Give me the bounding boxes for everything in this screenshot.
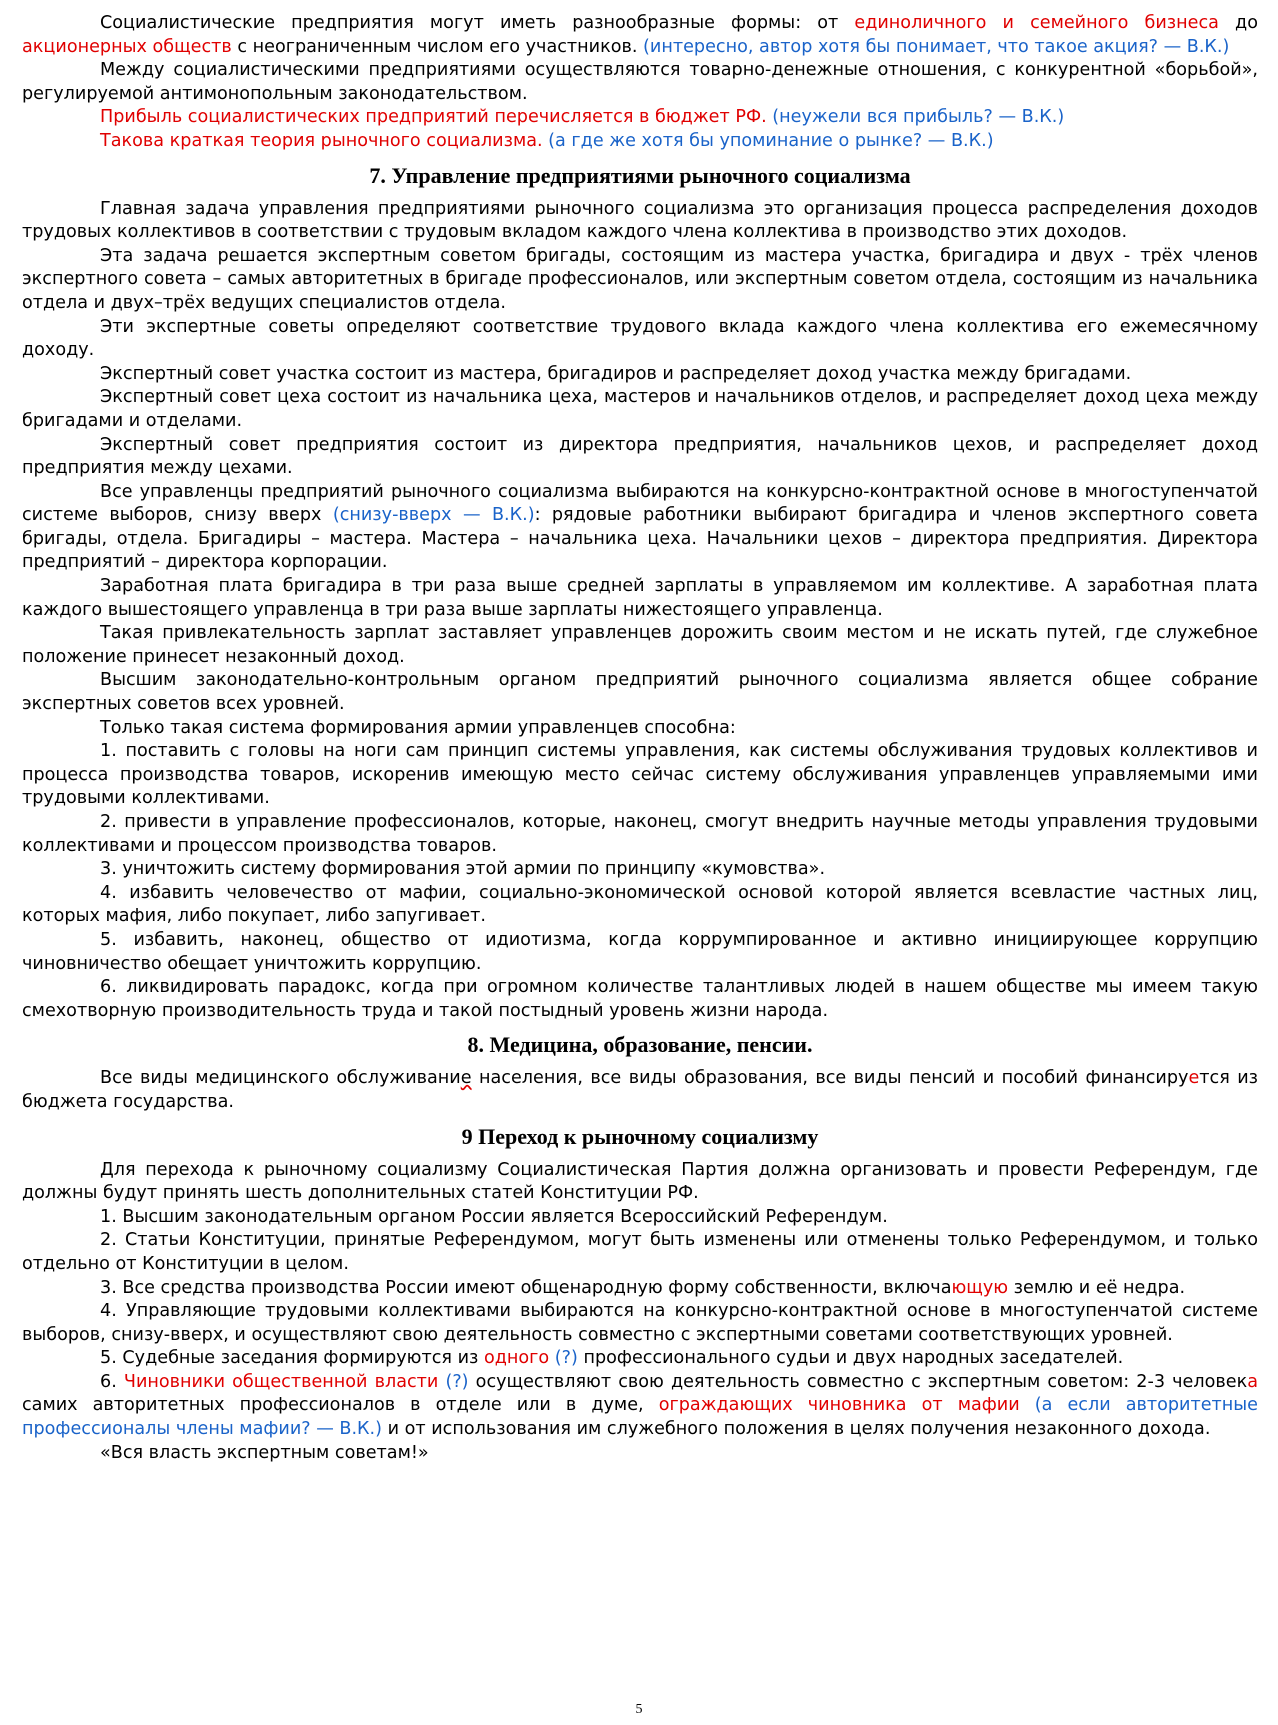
list-item: 5. избавить, наконец, общество от идиотизма, когда коррумпированное и активно инициирующее коррупцию чиновничество обещает уничтожить коррупцию. [22,929,1258,974]
section-heading-7: 7. Управление предприятиями рыночного социализма [369,162,911,188]
section7-paragraph: Экспертный совет участка состоит из мастера, бригадиров и распределяет доход участка между бригадами. [100,363,1132,384]
paragraph-profit [22,106,1258,130]
reviewer-comment: (?) [554,1348,578,1369]
list-item: 4. избавить человечество от мафии, социально-экономической основой которой является всевластие частных лиц, которых мафия, либо покупает, либо запугивает. [22,882,1258,927]
section7-paragraph: Экспертный совет предприятия состоит из директора предприятия, начальников цехов, и распределяет доход предприятия между цехами. [22,434,1258,479]
text-run: и от использования им служебного положения в целях получения незаконного дохода. [382,1419,1211,1440]
section9-paragraph: Для перехода к рыночному социализму Социалистическая Партия должна организовать и провести Референдум, где должны будут принять шесть дополнительных статей Конституции РФ. [22,1159,1258,1204]
section-heading-8: 8. Медицина, образование, пенсии. [467,1032,813,1058]
list-item: 2. Статьи Конституции, принятые Референдумом, могут быть изменены или отменены только Референдумом, и только отдельно от Конституции в целом. [22,1230,1258,1274]
highlight-red: акционерных обществ [22,36,232,57]
text-run: : рядовые работники выбирают бригадира и членов экспертного совета бригады, отдела. Бригадиры – мастера. Мастера – начальника цеха. Начальники цехов – директора предприятия. Директора предприятий – директора корпорации. [22,505,1258,573]
paragraph-enterprise-forms [22,12,1258,59]
list-item [22,1371,1258,1442]
text-run: тся из бюджета государства. [22,1068,1259,1112]
paragraph-theory-summary [22,130,1258,154]
reviewer-comment: (интересно, автор хотя бы понимает, что такое акция? — В.К.) [643,36,1230,57]
correction-mark: е [1188,1068,1200,1089]
document-page [22,12,1258,1465]
highlight-red: Чиновники общественной власти [123,1371,439,1392]
slogan: «Вся власть экспертным советам!» [100,1442,429,1463]
paragraph-commodity-relations: Между социалистическими предприятиями осуществляются товарно-денежные отношения, с конкурентной «борьбой», регулируемой антимонопольным законодательством. [22,60,1258,104]
text-run: самих авторитетных профессионалов в отделе или в думе, [22,1395,659,1416]
section7-paragraph: Эта задача решается экспертным советом бригады, состоящим из мастера участка, бригадира и двух - трёх членов экспертного совета – самых авторитетных в бригаде профессионалов, или экспертным советом отдела, состоящим из начальника отдела и двух–трёх ведущих специалистов отдела. [22,245,1258,313]
text-run: Все управленцы предприятий рыночного социализма выбираются на конкурсно-контрактной основе в многоступенчатой системе выборов, снизу вверх [22,481,1258,526]
section7-paragraph: Такая привлекательность зарплат заставляет управленцев дорожить своим местом и не искать путей, где служебное положение принесет незаконный доход. [22,623,1258,667]
list-item: 4. Управляющие трудовыми коллективами выбираются на конкурсно-контрактной основе в многоступенчатой системе выборов, снизу-вверх, и осуществляют свою деятельность совместно с экспертными советами соответствующих уровней. [22,1301,1258,1345]
section7-paragraph: Главная задача управления предприятиями рыночного социализма это организация процесса распределения доходов трудовых коллективов в соответствии с трудовым вкладом каждого члена коллектива в производство этих доходов. [22,198,1258,243]
reviewer-comment: (неужели вся прибыль? — В.К.) [766,107,1065,128]
text-run: 3. Все средства производства России имеют общенародную форму собственности, включа [100,1277,952,1298]
paragraph-medicine [22,1067,1258,1114]
text-run: осуществляют свою деятельность совместно с экспертным советом: 2-3 человек [468,1371,1248,1392]
reviewer-comment: (а если авторитетные профессионалы члены мафии? — В.К.) [22,1395,1259,1440]
text-run: Все виды медицинского обслуживани [100,1068,461,1089]
page-number: 5 [635,1702,643,1717]
text-run: Социалистические предприятия могут иметь разнообразные формы: от [100,13,855,33]
reviewer-comment: (?) [445,1371,469,1392]
paragraph-elections [22,481,1258,575]
text-run: населения, все виды образования, все виды пенсий и пособий финансиру [471,1068,1189,1089]
list-item [22,1347,1258,1371]
correction-mark: а [1247,1371,1259,1392]
text-run: с неограниченным числом его участников. [231,36,644,57]
correction-mark: ющую [951,1277,1009,1298]
section7-paragraph: Заработная плата бригадира в три раза выше средней зарплаты в управляемом им коллективе. А заработная плата каждого вышестоящего управленца в три раза выше зарплаты нижестоящего управленца. [22,576,1258,620]
section7-paragraph: Только такая система формирования армии управленцев способна: [100,717,736,738]
text-run: профессионального судьи и двух народных заседателей. [577,1348,1124,1369]
list-item [22,1277,1258,1301]
section7-paragraph: Высшим законодательно-контрольным органом предприятий рыночного социализма является общее собрание экспертных советов всех уровней. [22,670,1258,715]
highlight-red: Такова краткая теория рыночного социализма. [100,130,543,151]
text-run: 5. Судебные заседания формируются из [100,1348,484,1369]
list-item: 6. ликвидировать парадокс, когда при огромном количестве талантливых людей в нашем обществе мы имеем такую смехотворную производительность труда и такой постыдный уровень жизни народа. [22,977,1258,1021]
highlight-red: Прибыль социалистических предприятий перечисляется в бюджет РФ. [100,107,767,128]
text-run: 6. [100,1371,124,1392]
highlight-red: ограждающих чиновника от мафии [658,1395,1020,1416]
highlight-red: одного [483,1348,550,1369]
spelling-mark: е [460,1068,472,1089]
list-item: 1. Высшим законодательным органом России является Всероссийский Референдум. [100,1206,888,1227]
section-heading-9: 9 Переход к рыночному социализму [461,1123,819,1149]
section7-paragraph: Экспертный совет цеха состоит из начальника цеха, мастеров и начальников отделов, и распределяет доход цеха между бригадами и отделами. [22,387,1258,431]
text-run: землю и её недра. [1008,1277,1186,1298]
reviewer-comment: (снизу-вверх — В.К.) [332,505,535,526]
highlight-red: единоличного и семейного бизнеса [854,13,1219,33]
text-run [1020,1395,1035,1415]
list-item: 3. уничтожить систему формирования этой армии по принципу «кумовства». [100,859,826,880]
section7-paragraph: Эти экспертные советы определяют соответствие трудового вклада каждого члена коллектива его ежемесячному доходу. [22,316,1258,361]
list-item: 1. поставить с головы на ноги сам принцип системы управления, как системы обслуживания трудовых коллективов и процесса производства товаров, искоренив имеющую место сейчас систему обслуживания управленцев управляемыми ими трудовыми коллективами. [22,741,1258,809]
text-run: до [1218,13,1258,33]
list-item: 2. привести в управление профессионалов, которые, наконец, смогут внедрить научные методы управления трудовыми коллективами и процессом производства товаров. [22,812,1258,856]
reviewer-comment: (а где же хотя бы упоминание о рынке? — В.К.) [542,130,994,151]
